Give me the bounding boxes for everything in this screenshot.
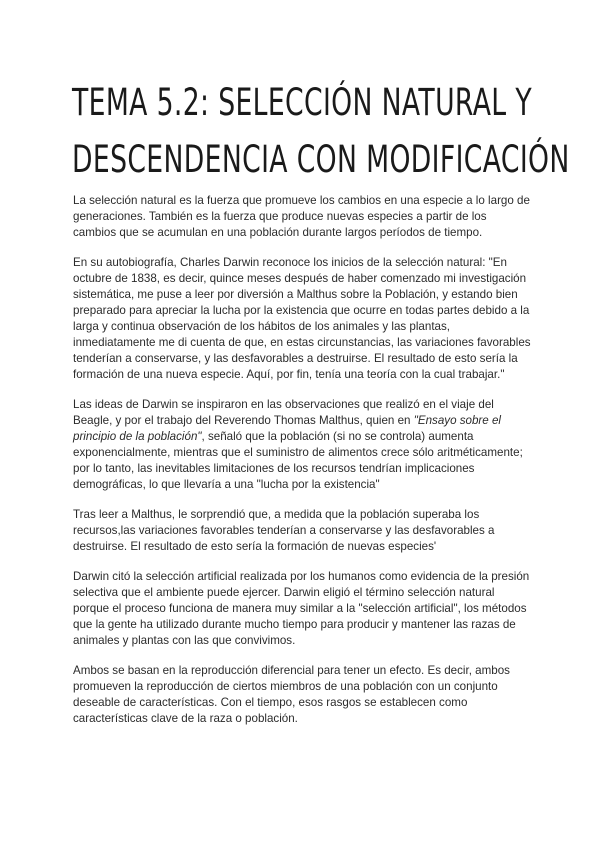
title-line-1: TEMA 5.2: SELECCIÓN NATURAL Y [72,81,532,124]
paragraph-artificial-selection: Darwin citó la selección artificial realizada por los humanos como evidencia de la presión selectiva que el ambiente puede ejercer. Darwin eligió el término selección natural porque el proceso funciona de manera muy similar a la "selección artificial", los métodos que la gente ha utilizado durante mucho tiempo para producir y mantener las razas de animales y plantas con las que convivimos. [73,570,530,647]
document-body [73,193,531,741]
title-line-2: DESCENDENCIA CON MODIFICACIÓN [72,138,570,181]
paragraph-malthus-text-2: , señaló que la población (si no se controla) aumenta exponencialmente, mientras que el suministro de alimentos crece sólo aritméticamente; por lo tanto, las inevitables limitaciones de los recursos tendrían implicaciones demográficas, lo que llevaría a una "lucha por la existencia" [73,430,523,491]
book-title: "Ensayo sobre el principio de la población" [73,414,501,443]
page-title [72,74,570,188]
paragraph-darwin-quote: En su autobiografía, Charles Darwin reconoce los inicios de la selección natural: "En octubre de 1838, es decir, quince meses después de haber comenzado mi investigación sistemática, me puse a leer por diversión a Malthus sobre la Población, y estando bien preparado para apreciar la lucha por la existencia que ocurre en todas partes debido a la larga y continua observación de los hábitos de los animales y las plantas, inmediatamente me di cuenta de que, en estas circunstancias, las variaciones favorables tenderían a conservarse, y las desfavorables a destruirse. El resultado de esto sería la formación de una nueva especie. Aquí, por fin, tenía una teoría con la cual trabajar." [73,256,531,381]
paragraph-malthus [73,397,531,493]
paragraph-intro: La selección natural es la fuerza que promueve los cambios en una especie a lo largo de generaciones. También es la fuerza que produce nuevas especies a partir de los cambios que se acumulan en una población durante largos períodos de tiempo. [73,194,530,239]
paragraph-differential-reproduction: Ambos se basan en la reproducción diferencial para tener un efecto. Es decir, ambos promueven la reproducción de ciertos miembros de una población con un conjunto deseable de características. Con el tiempo, esos rasgos se establecen como características clave de la raza o población. [73,664,510,725]
paragraph-after-malthus: Tras leer a Malthus, le sorprendió que, a medida que la población superaba los recursos,las variaciones favorables tenderían a conservarse y las desfavorables a destruirse. El resultado de esto sería la formación de nuevas especies' [73,508,495,553]
paragraph-malthus-text-1: Las ideas de Darwin se inspiraron en las observaciones que realizó en el viaje del Beagle, y por el trabajo del Reverendo Thomas Malthus, quien en [73,398,494,427]
